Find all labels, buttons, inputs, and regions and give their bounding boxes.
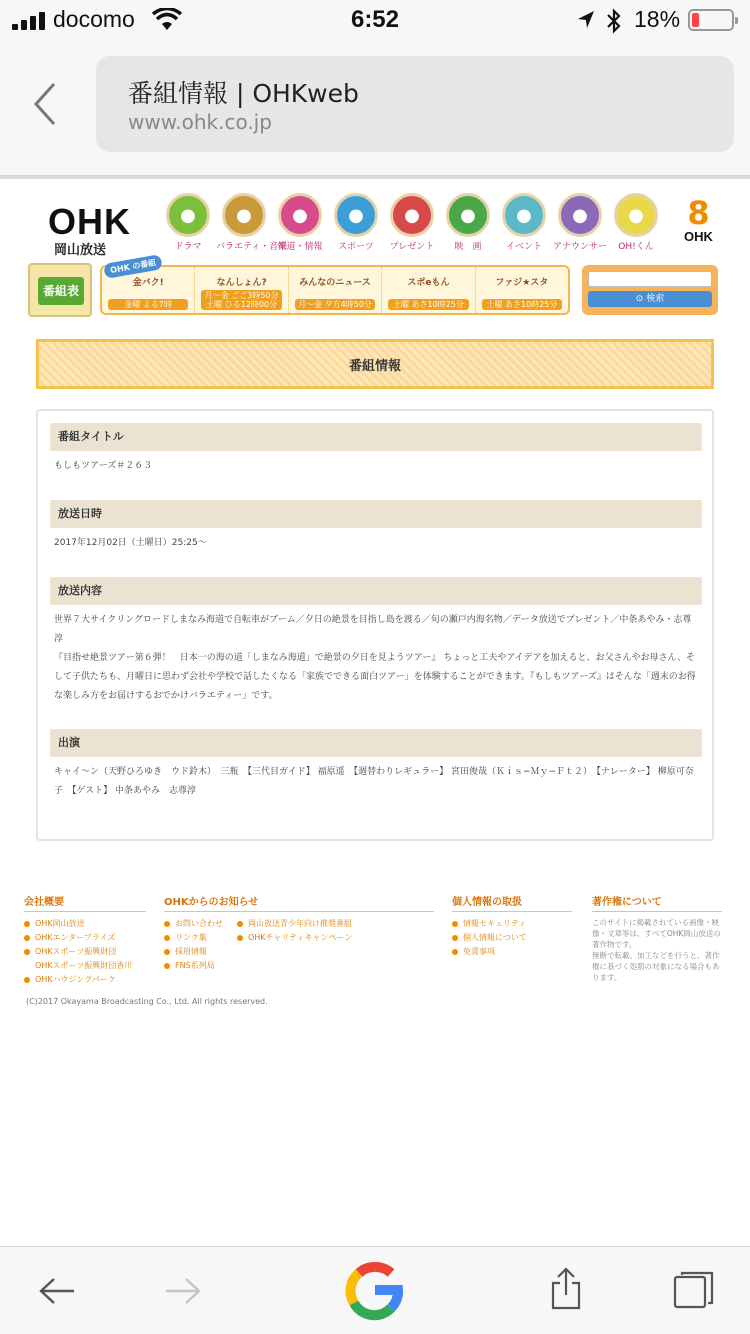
category-label: スポーツ bbox=[338, 242, 374, 252]
category-3[interactable] bbox=[272, 193, 328, 252]
address-bar[interactable] bbox=[96, 56, 734, 152]
location-icon bbox=[576, 9, 596, 31]
search-input[interactable] bbox=[588, 271, 712, 287]
category-label: イベント bbox=[505, 242, 542, 252]
category-label: OH!くん bbox=[618, 242, 654, 252]
show-time: 金曜 よる7時 bbox=[108, 299, 188, 310]
category-label: 報道・情報 bbox=[277, 242, 323, 252]
category-label: プレゼント bbox=[389, 242, 435, 252]
category-7[interactable] bbox=[496, 193, 552, 252]
show-name: 金バク! bbox=[132, 278, 164, 288]
announcer-icon: ● bbox=[558, 193, 602, 237]
web-page bbox=[0, 176, 750, 1246]
footer-link[interactable]: お問い合わせ bbox=[164, 917, 223, 931]
carrier: docomo bbox=[53, 6, 135, 32]
section-cast: 出演 キャイ〜ン（天野ひろゆき ウド鈴木） 三瓶 【三代目ガイド】 福原遥 【週替わりレギュラー】 宮田俊哉（Ｋｉｓ−Ｍｙ−Ｆｔ２） 【ナレーター】 柳原可奈子 【ゲスト】 中条あやみ 志尊淳 bbox=[50, 729, 702, 801]
show-time: 土曜 あさ10時25分 bbox=[482, 299, 562, 310]
show-1[interactable] bbox=[102, 267, 195, 313]
chevron-left-icon[interactable] bbox=[30, 82, 60, 126]
category-1[interactable] bbox=[160, 193, 216, 252]
show-4[interactable] bbox=[382, 267, 475, 313]
forward-arrow-icon[interactable] bbox=[164, 1269, 202, 1313]
footer-privacy: 個人情報の取扱 情報セキュリティ 個人情報について 免責事項 bbox=[452, 893, 572, 959]
channel-logo[interactable]: 8 OHK bbox=[684, 194, 713, 244]
footer-link[interactable]: 岡山放送青少年向け推奨番組 bbox=[237, 917, 352, 931]
site-search bbox=[582, 265, 718, 315]
footer-link[interactable]: OHK岡山放送 bbox=[24, 917, 146, 931]
show-time: 月〜金 ごご3時50分 土曜 ひる12時00分 bbox=[201, 290, 281, 310]
footer-link[interactable]: OHKスポーツ振興財団 bbox=[24, 945, 146, 959]
footer-link[interactable]: 個人情報について bbox=[452, 931, 572, 945]
footer-link[interactable]: 免責事項 bbox=[452, 945, 572, 959]
ohk-programs-badge: OHK の番組 bbox=[103, 254, 163, 279]
category-label: ドラマ bbox=[174, 242, 202, 252]
variety-icon: ● bbox=[222, 193, 266, 237]
drama-icon: ● bbox=[166, 193, 210, 237]
tabs-icon[interactable] bbox=[672, 1271, 716, 1311]
show-name: みんなのニュース bbox=[299, 278, 371, 288]
section-airdate: 放送日時 2017年12月02日（土曜日）25:25〜 bbox=[50, 500, 702, 553]
footer-company: 会社概要 OHK岡山放送 OHKエンタープライズ OHKスポーツ振興財団 OHKスポーツ振興財団香川 OHKハウジングパーク bbox=[24, 893, 146, 987]
clock: 6:52 bbox=[350, 6, 400, 33]
battery-icon bbox=[688, 9, 734, 31]
page-url: www.ohk.co.jp bbox=[128, 110, 272, 134]
show-time: 月〜金 夕方4時50分 bbox=[295, 299, 375, 310]
footer-copyright-info: 著作権について このサイトに掲載されている画像・映像・文章等は、すべてOHK岡山放送の著作物です。 無断で転載、加工などを行うと、著作権に基づく処罰の対象になる場合もあります。 bbox=[592, 893, 722, 983]
copyright: (C)2017 Okayama Broadcasting Co., Ltd. All rights reserved. bbox=[26, 997, 268, 1006]
sports-icon: ● bbox=[334, 193, 378, 237]
category-label: 映 画 bbox=[454, 242, 482, 252]
category-nav bbox=[160, 193, 664, 252]
show-name: ファジ★スタ bbox=[495, 278, 549, 288]
footer-link[interactable]: OHKエンタープライズ bbox=[24, 931, 146, 945]
category-label: バラエティ・音楽 bbox=[216, 242, 288, 252]
show-time: 土曜 あさ10時25分 bbox=[388, 299, 468, 310]
category-5[interactable] bbox=[384, 193, 440, 252]
ohk-logo[interactable]: OHK 岡山放送 bbox=[48, 201, 131, 258]
category-9[interactable] bbox=[608, 193, 664, 252]
battery-percent: 18% bbox=[634, 6, 681, 32]
footer-link[interactable]: 採用情報 bbox=[164, 945, 223, 959]
footer-link[interactable]: OHKチャリティキャンペーン bbox=[237, 931, 352, 945]
news-icon: ● bbox=[278, 193, 322, 237]
program-guide-button[interactable]: 番組表 bbox=[28, 263, 92, 317]
movie-icon: ● bbox=[446, 193, 490, 237]
footer-link[interactable]: OHKハウジングパーク bbox=[24, 973, 146, 987]
footer-link[interactable]: FNS系列局 bbox=[164, 959, 223, 973]
category-8[interactable] bbox=[552, 193, 608, 252]
program-info bbox=[36, 409, 714, 841]
show-3[interactable] bbox=[289, 267, 382, 313]
ohkun-icon: ● bbox=[614, 193, 658, 237]
footer-link[interactable]: リンク集 bbox=[164, 931, 223, 945]
status-bar bbox=[0, 0, 750, 42]
section-banner: 番組情報 bbox=[36, 339, 714, 389]
event-icon: ● bbox=[502, 193, 546, 237]
footer-news: OHKからのお知らせ お問い合わせ リンク集 採用情報 FNS系列局 岡山放送青少年向け推奨番組 OHKチャリティキャンペーン bbox=[164, 893, 434, 973]
show-2[interactable] bbox=[195, 267, 288, 313]
section-title: 番組タイトル もしもツアーズ＃２６３ bbox=[50, 423, 702, 476]
bluetooth-icon bbox=[606, 8, 622, 34]
category-4[interactable] bbox=[328, 193, 384, 252]
category-2[interactable] bbox=[216, 193, 288, 252]
back-arrow-icon[interactable] bbox=[38, 1269, 76, 1313]
show-5[interactable] bbox=[476, 267, 568, 313]
footer-link[interactable]: 情報セキュリティ bbox=[452, 917, 572, 931]
search-button[interactable]: ⊙ 検索 bbox=[588, 291, 712, 307]
show-name: スポeもん bbox=[407, 278, 450, 288]
google-icon[interactable] bbox=[344, 1259, 406, 1321]
category-label: アナウンサー bbox=[552, 242, 607, 252]
shows-list bbox=[100, 258, 570, 315]
section-content: 放送内容 世界７大サイクリングロードしまなみ海道で自転車がブーム／夕日の絶景を目指し島を渡る／旬の瀬戸内海名物／データ放送でプレゼント／中条あやみ・志尊淳 『目指せ絶景ツアー第６弾！ 日本一の海の道「しまなみ海道」で絶景の夕日を見ようツアー』 ちょっと工夫やアイデアを加えると、お父さんやお母さん、そして子供たちも、月曜日に思わず会社や学校で話したくなる「家族でできる面白ツアー」を体験することができます。『もしもツアーズ』はそんな「週末のお得な楽しみ方をお届けするおでかけバラエティー」です。 bbox=[50, 577, 702, 706]
browser-toolbar bbox=[0, 1246, 750, 1334]
program-bar bbox=[28, 258, 722, 317]
show-name: なんしょん? bbox=[216, 278, 267, 288]
share-icon[interactable] bbox=[550, 1267, 582, 1311]
page-title: 番組情報 | OHKweb bbox=[128, 79, 359, 108]
category-6[interactable] bbox=[440, 193, 496, 252]
footer-link[interactable]: OHKスポーツ振興財団香川 bbox=[35, 961, 133, 970]
browser-navbar bbox=[0, 42, 750, 176]
present-icon: ● bbox=[390, 193, 434, 237]
